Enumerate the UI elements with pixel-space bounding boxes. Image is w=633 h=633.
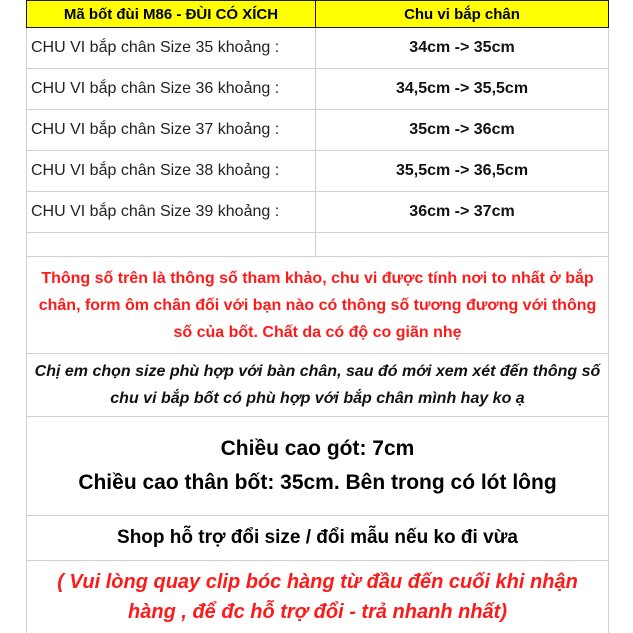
table-row (27, 151, 608, 192)
row-label: CHU VI bắp chân Size 35 khoảng : (27, 28, 316, 68)
row-value: 34,5cm -> 35,5cm (395, 80, 529, 97)
table-header (26, 0, 609, 28)
advice-note: Chị em chọn size phù hợp với bàn chân, sau đó mới xem xét đến thông số chu vi bắp bốt có phù hợp với bắp chân mình hay ko ạ (34, 363, 601, 407)
header-calf-circumference: Chu vi bắp chân (404, 5, 520, 23)
header-product-code: Mã bốt đùi M86 - ĐÙI CÓ XÍCH (27, 1, 316, 27)
table-row (27, 192, 608, 233)
row-value: 35,5cm -> 36,5cm (395, 162, 529, 179)
empty-row (27, 233, 608, 257)
size-table (26, 0, 609, 633)
table-row (27, 110, 608, 151)
heel-height-text: Chiều cao gót: 7cm (220, 437, 415, 460)
reference-note-row (27, 257, 608, 354)
clip-request-row (27, 561, 608, 633)
table-row (27, 69, 608, 110)
boot-height-row (27, 417, 608, 516)
table-row (27, 28, 608, 69)
empty-cell (27, 233, 316, 256)
row-value: 34cm -> 35cm (409, 39, 515, 56)
reference-note: Thông số trên là thông số tham khảo, chu vi được tính nơi to nhất ở bắp chân, form ôm chân đối với bạn nào có thông số tương đương với thông số của bốt. Chất da có độ co giãn nhẹ (38, 269, 597, 341)
shaft-height-text: Chiều cao thân bốt: 35cm. Bên trong có lót lông (78, 471, 557, 494)
clip-request-note: ( Vui lòng quay clip bóc hàng từ đầu đến cuối khi nhận hàng , để đc hỗ trợ đổi - trả nhanh nhất) (57, 571, 578, 623)
row-value: 35cm -> 36cm (409, 121, 515, 138)
shop-support-note: Shop hỗ trợ đổi size / đổi mẫu nếu ko đi vừa (117, 527, 518, 548)
row-label: CHU VI bắp chân Size 37 khoảng : (27, 110, 316, 150)
row-label: CHU VI bắp chân Size 39 khoảng : (27, 192, 316, 232)
shop-support-row (27, 516, 608, 561)
row-value: 36cm -> 37cm (409, 203, 515, 220)
advice-note-row (27, 354, 608, 417)
empty-cell (316, 233, 608, 256)
row-label: CHU VI bắp chân Size 36 khoảng : (27, 69, 316, 109)
boot-height-info (27, 417, 608, 515)
row-label: CHU VI bắp chân Size 38 khoảng : (27, 151, 316, 191)
